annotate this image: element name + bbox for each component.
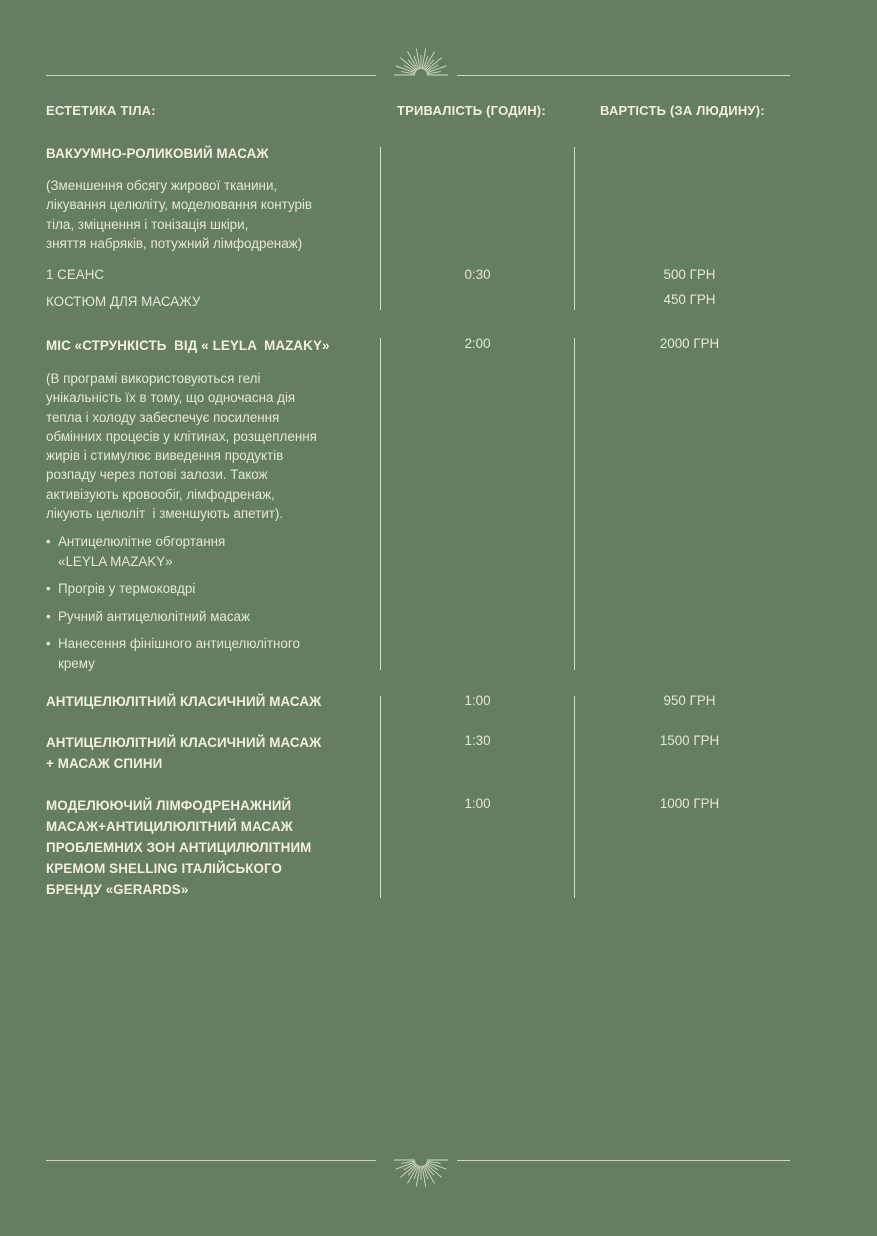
description-line: розпаду через потові залози. Також xyxy=(46,467,268,483)
service-title: ВАКУУМНО-РОЛИКОВИЙ МАСАЖ xyxy=(46,146,269,161)
bullet-icon: • xyxy=(46,608,51,624)
bullet-icon: • xyxy=(46,636,51,651)
procedure-item xyxy=(46,634,366,673)
service-title: АНТИЦЕЛЮЛІТНИЙ КЛАСИЧНИЙ МАСАЖ xyxy=(46,694,322,709)
procedure-text: «LEYLA MAZAKY» xyxy=(58,553,173,569)
title-line: + МАСАЖ СПИНИ xyxy=(46,756,163,771)
procedure-item xyxy=(46,532,366,571)
section-title: ЕСТЕТИКА ТІЛА: xyxy=(46,103,156,118)
bullet-icon: • xyxy=(46,581,51,596)
procedure-list xyxy=(46,532,366,681)
description-line: обмінних процесів у клітинах, розщеплення xyxy=(46,428,317,444)
service-price: 1500 ГРН xyxy=(659,733,720,748)
top-rule-right xyxy=(457,75,790,76)
service-duration: 2:00 xyxy=(464,336,491,351)
procedure-text: Прогрів у термоковдрі xyxy=(58,581,196,596)
description-line: тепла і холоду забеспечує посилення xyxy=(46,409,280,425)
description-line: лікування целюліту, моделювання контурів xyxy=(46,197,313,213)
option-duration: 0:30 xyxy=(464,267,491,282)
description-line: лікують целюліт і зменшують апетит). xyxy=(46,506,284,522)
sunrise-rays-icon xyxy=(386,44,456,78)
column-divider xyxy=(574,147,575,310)
title-line: МАСАЖ+АНТИЦИЛЮЛІТНИЙ МАСАЖ xyxy=(46,819,293,834)
procedure-text: Ручний антицелюлітний масаж xyxy=(58,608,250,624)
option-label-single-session: 1 СЕАНС xyxy=(46,267,105,282)
option-price: 500 ГРН xyxy=(663,267,716,282)
column-divider xyxy=(380,338,381,670)
column-divider xyxy=(574,338,575,670)
service-price: 2000 ГРН xyxy=(659,336,720,351)
bullet-icon: • xyxy=(46,534,51,549)
title-line: МОДЕЛЮЮЧИЙ ЛІМФОДРЕНАЖНИЙ xyxy=(46,798,292,813)
description-line: тіла, зміцнення і тонізація шкіри, xyxy=(46,216,249,232)
service-duration: 1:00 xyxy=(464,693,491,708)
price-column-header: ВАРТІСТЬ (ЗА ЛЮДИНУ): xyxy=(600,103,765,118)
service-duration: 1:00 xyxy=(464,796,491,811)
option-label-massage-suit: КОСТЮМ ДЛЯ МАСАЖУ xyxy=(46,294,201,309)
sunset-rays-icon xyxy=(386,1157,456,1191)
procedure-text: Нанесення фінішного антицелюлітного xyxy=(58,636,300,651)
top-rule-left xyxy=(46,75,376,76)
bottom-rule-right xyxy=(457,1160,790,1161)
service-price: 1000 ГРН xyxy=(659,796,720,811)
procedure-item xyxy=(46,579,366,599)
service-title: МІС «СТРУНКІСТЬ ВІД « LEYLA MAZAKY» xyxy=(46,338,330,353)
service-price: 950 ГРН xyxy=(663,693,716,708)
procedure-text: Антицелюлітне обгортання xyxy=(58,534,226,549)
column-divider xyxy=(380,696,381,898)
option-price: 450 ГРН xyxy=(663,292,716,307)
description-line: жирів і стимулює виведення продуктів xyxy=(46,448,284,464)
service-title xyxy=(46,795,311,900)
service-duration: 1:30 xyxy=(464,733,491,748)
procedure-item xyxy=(46,607,366,627)
service-description xyxy=(46,369,366,523)
description-line: активізують кровообіг, лімфодренаж, xyxy=(46,486,275,502)
column-divider xyxy=(574,696,575,898)
title-line: ПРОБЛЕМНИХ ЗОН АНТИЦИЛЮЛІТНИМ xyxy=(46,840,312,855)
procedure-text: крему xyxy=(58,655,95,671)
title-line: АНТИЦЕЛЮЛІТНИЙ КЛАСИЧНИЙ МАСАЖ xyxy=(46,735,322,750)
service-title xyxy=(46,732,321,774)
description-line: зняття набряків, потужний лімфодренаж) xyxy=(46,235,303,251)
duration-column-header: ТРИВАЛІСТЬ (ГОДИН): xyxy=(397,103,546,118)
description-line: унікальність їх в тому, що одночасна дія xyxy=(46,390,296,406)
title-line: БРЕНДУ «GERARDS» xyxy=(46,882,189,897)
service-description xyxy=(46,176,366,253)
title-line: КРЕМОМ SHELLING ІТАЛІЙСЬКОГО xyxy=(46,861,283,876)
bottom-rule-left xyxy=(46,1160,376,1161)
description-line: (В програмі використовуються гелі xyxy=(46,371,261,386)
column-divider xyxy=(380,147,381,310)
description-line: (Зменшення обсягу жирової тканини, xyxy=(46,178,278,193)
